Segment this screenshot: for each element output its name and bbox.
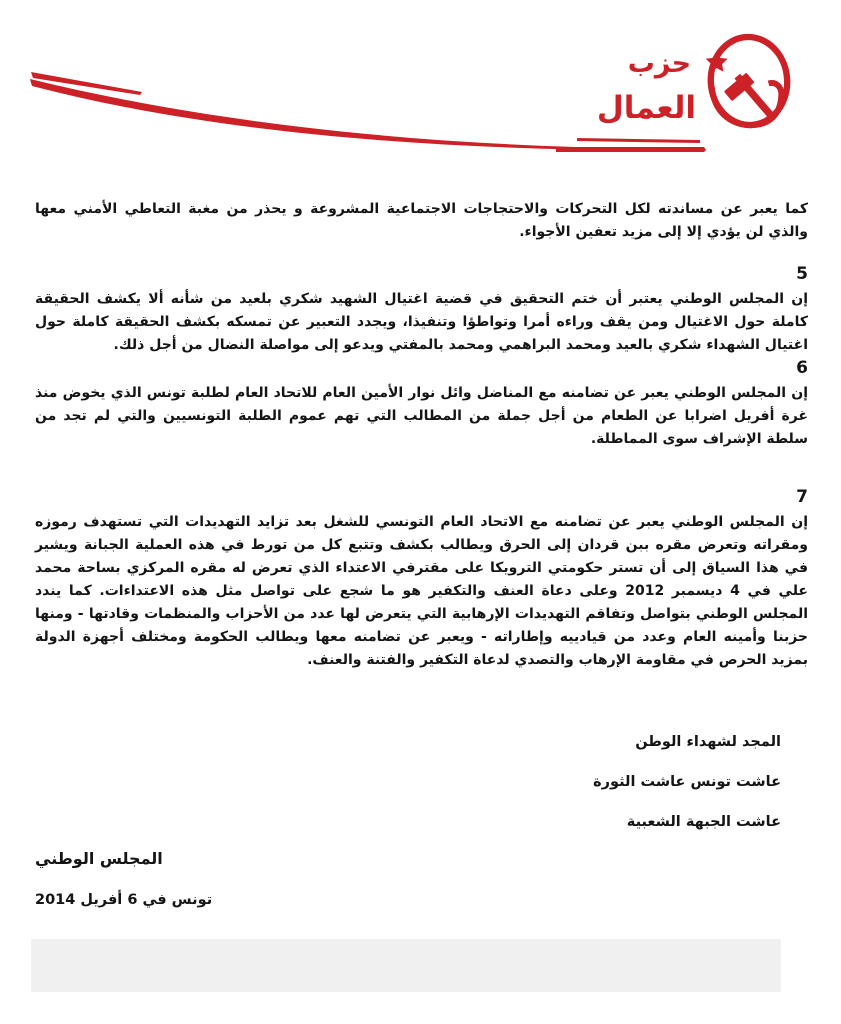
intro-paragraph: كما يعبر عن مساندته لكل التحركات والاحتجاجات الاجتماعية المشروعة و يحذر من مغبة التعاطي الأمني معها والذي لن يؤدي إلا إلى مزيد تعفين الأجواء.	[35, 201, 808, 240]
section-6-number: 6	[796, 358, 808, 378]
party-wordmark	[597, 50, 696, 124]
bottom-scan-artifact-band	[31, 939, 781, 992]
slogan-glory-to-martyrs: المجد لشهداء الوطن	[635, 734, 781, 750]
section-5-number: 5	[796, 264, 808, 284]
dateline: تونس في 6 أفريل 2014	[35, 892, 213, 908]
section-7-number: 7	[796, 487, 808, 507]
party-wordmark-line2: العمال	[596, 90, 696, 126]
hammer-sickle-star-emblem-icon	[702, 33, 794, 131]
signature-national-council: المجلس الوطني	[35, 849, 163, 868]
party-wordmark-line1: حزب	[627, 48, 692, 79]
section-7-text: إن المجلس الوطني يعبر عن تضامنه مع الاتحاد العام التونسي للشغل بعد تزايد التهديدات التي تستهدف رموزه ومقراته وتعرض مقره ببن قردان إلى الحرق ويطالب بكشف وتتبع كل من تورط في هذه العملية الجبانة ويشير في هذا السياق إلى أن تستر حكومتي الترويكا على مقترفي الاعتداء الذي تعرض له مقره المركزي بساحة محمد علي في 4 ديسمبر 2012 وعلى دعاة العنف والتكفير هو ما شجع على تواصل مثل هذه الاعتداءات. كما يندد المجلس الوطني بتواصل وتفاقم التهديدات الإرهابية التي يتعرض لها عدد من الأحزاب والمنظمات وقادتها - ومنها حزبنا وأمينه العام وعدد من قيادييه وإطاراته - ويعبر عن تضامنه معها ويطالب الحكومة ومختلف أجهزة الدولة بمزيد الحرص في مقاومة الإرهاب والتصدي لدعاة التكفير والفتنة والعنف.	[35, 514, 808, 668]
document-body	[35, 185, 808, 910]
section-6-text: إن المجلس الوطني يعبر عن تضامنه مع المناضل وائل نوار الأمين العام للاتحاد العام لطلبة تونس الذي يخوض منذ غرة أفريل اضرابا عن الطعام من أجل جملة من المطالب التي تهم عموم الطلبة التونسيين والتي لم تجد من سلطة الإشراف سوى المماطلة.	[35, 385, 808, 447]
document-header	[0, 0, 841, 185]
slogan-long-live-popular-front: عاشت الجبهة الشعبية	[626, 814, 781, 830]
slogan-long-live-tunisia: عاشت تونس عاشت الثورة	[593, 774, 781, 790]
section-5-text: إن المجلس الوطني يعتبر أن ختم التحقيق في قضية اغتيال الشهيد شكري بلعيد من شأنه ألا يكشف الحقيقة كاملة حول الاغتيال ومن يقف وراءه أمرا وتواطؤا وتنفيذا، ويجدد التعبير عن تمسكه بكشف الحقيقة كاملة حول اغتيال الشهداء شكري بالعيد ومحمد البراهمي ومحمد بالمفتي ويدعو إلى مواصلة النضال من أجل ذلك.	[35, 291, 808, 353]
party-logo	[597, 33, 794, 131]
